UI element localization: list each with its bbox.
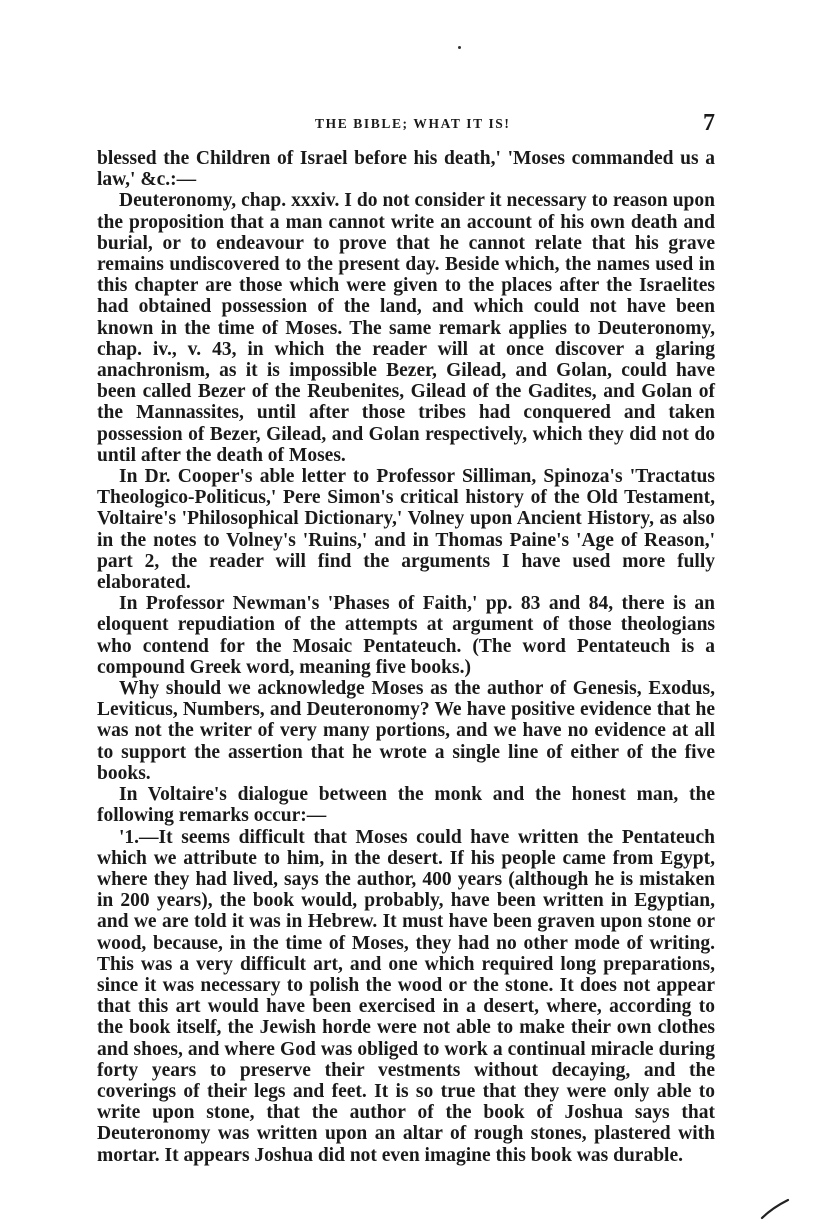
paragraph-continued: blessed the Children of Israel before his death,' 'Moses commanded us a law,' &c.:— <box>97 148 715 191</box>
paragraph-why-moses: Why should we acknowledge Moses as the author of Genesis, Exodus, Leviticus, Numbers, and Deuteronomy? We have positive evidence that he was not the writer of very many portions, and we have no evidence at all to support the assertion that he wrote a single line of either of the five books. <box>97 678 715 784</box>
page-number: 7 <box>703 110 715 136</box>
page-body <box>97 148 715 1166</box>
ink-speck <box>458 46 461 49</box>
page-header <box>97 110 715 140</box>
paragraph-cooper: In Dr. Cooper's able letter to Professor Silliman, Spinoza's 'Tractatus Theologico-Politicus,' Pere Simon's critical history of the Old Testament, Voltaire's 'Philosophical Dictionary,' Volney upon Ancient History, as also in the notes to Volney's 'Ruins,' and in Thomas Paine's 'Age of Reason,' part 2, the reader will find the arguments I have used more fully elaborated. <box>97 466 715 594</box>
running-head: THE BIBLE; WHAT IT IS! <box>315 116 511 131</box>
paragraph-newman: In Professor Newman's 'Phases of Faith,' pp. 83 and 84, there is an eloquent repudiation of the attempts at argument of those theologians who contend for the Mosaic Pentateuch. (The word Pentateuch is a compound Greek word, meaning five books.) <box>97 593 715 678</box>
paragraph-deuteronomy: Deuteronomy, chap. xxxiv. I do not consider it necessary to reason upon the proposition that a man cannot write an account of his own death and burial, or to endeavour to prove that he cannot relate that his grave remains undiscovered to the present day. Beside which, the names used in this chapter are those which were given to the places after the Israelites had obtained possession of the land, and which could not have been known in the time of Moses. The same remark applies to Deuteronomy, chap. iv., v. 43, in which the reader will at once discover a glaring anachronism, as it is impossible Bezer, Gilead, and Golan, could have been called Bezer of the Reubenites, Gilead of the Gadites, and Golan of the Mannassites, until after those tribes had conquered and taken possession of Bezer, Gilead, and Golan respectively, which they did not do until after the death of Moses. <box>97 190 715 466</box>
paragraph-voltaire-quote: '1.—It seems difficult that Moses could have written the Pentateuch which we attribute to him, in the desert. If his people came from Egypt, where they had lived, says the author, 400 years (although he is mistaken in 200 years), the book would, probably, have been written in Egyptian, and we are told it was in Hebrew. It must have been graven upon stone or wood, because, in the time of Moses, they had no other mode of writing. This was a very difficult art, and one which required long preparations, since it was necessary to polish the wood or the stone. It does not appear that this art would have been exercised in a desert, where, according to the book itself, the Jewish horde were not able to make their own clothes and shoes, and where God was obliged to work a continual miracle during forty years to preserve their vestments without decaying, and the coverings of their legs and feet. It is so true that they were only able to write upon stone, that the author of the book of Joshua says that Deuteronomy was written upon an altar of rough stones, plastered with mortar. It appears Joshua did not even imagine this book was durable. <box>97 826 715 1166</box>
paragraph-voltaire-intro: In Voltaire's dialogue between the monk and the honest man, the following remarks occur:— <box>97 784 715 827</box>
page-corner-mark <box>760 1196 790 1220</box>
